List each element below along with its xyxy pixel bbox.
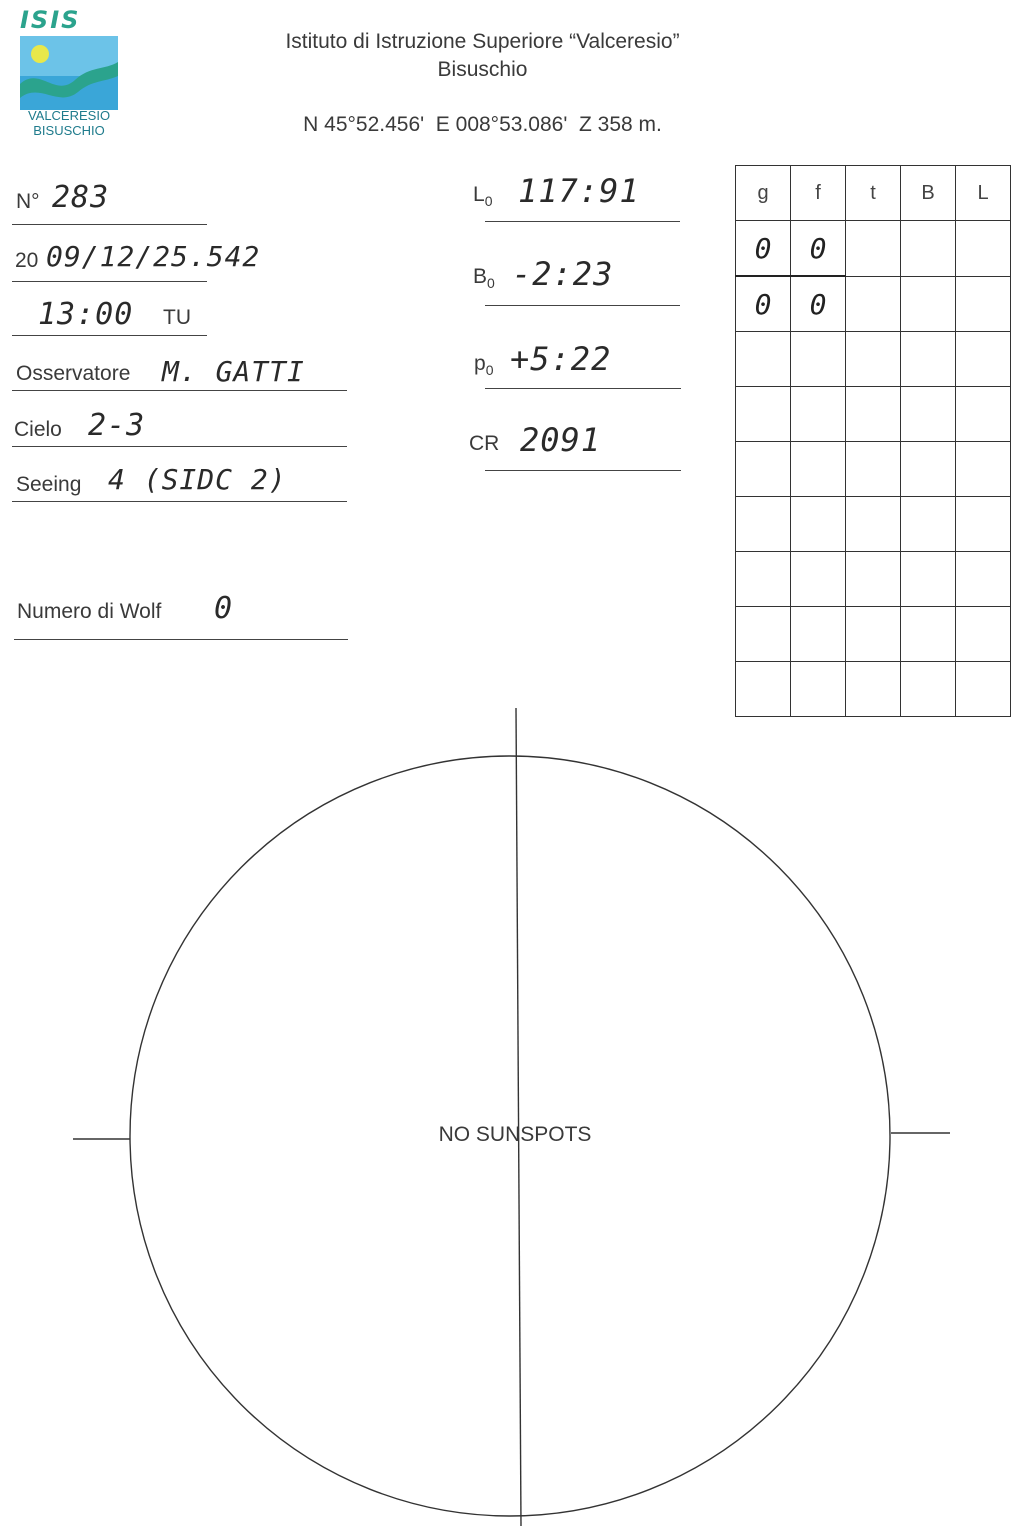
- wolf-label: Numero di Wolf: [17, 600, 162, 623]
- seeing-rule: [12, 501, 347, 502]
- b0-value: -2:23: [512, 255, 614, 293]
- table-cell: 0: [791, 276, 846, 332]
- table-cell: [956, 442, 1011, 497]
- time-rule: [12, 335, 207, 336]
- cr-label: CR: [469, 432, 500, 455]
- l0-letter: L: [473, 183, 485, 206]
- cr-rule: [485, 470, 681, 471]
- p0-rule: [485, 388, 681, 389]
- header-f: f: [791, 166, 846, 221]
- l0-value: 117:91: [518, 172, 640, 210]
- header-g: g: [736, 166, 791, 221]
- site-coordinates: N 45°52.456' E 008°53.086' Z 358 m.: [303, 113, 662, 136]
- observer-value: M. GATTI: [162, 355, 305, 388]
- number-value: 283: [52, 180, 110, 215]
- table-cell: [736, 442, 791, 497]
- seeing-label: Seeing: [16, 473, 82, 496]
- disk-caption: NO SUNSPOTS: [438, 1123, 592, 1146]
- table-cell: [736, 332, 791, 387]
- table-cell: [901, 607, 956, 662]
- table-cell: [901, 276, 956, 332]
- table-cell: 0: [791, 221, 846, 277]
- l0-sub: 0: [484, 193, 493, 210]
- b0-rule: [485, 305, 680, 306]
- sky-rule: [12, 446, 347, 447]
- table-cell: [956, 276, 1011, 332]
- table-cell: [846, 332, 901, 387]
- table-cell: [956, 607, 1011, 662]
- table-cell: [956, 387, 1011, 442]
- table-row: [736, 607, 1011, 662]
- p0-value: +5:22: [510, 340, 612, 378]
- table-cell: [846, 497, 901, 552]
- table-cell: [846, 442, 901, 497]
- table-cell: [901, 387, 956, 442]
- solar-disk-drawing: [0, 700, 1024, 1529]
- table-row: [736, 497, 1011, 552]
- wolf-value: 0: [214, 591, 234, 626]
- header-l: L: [956, 166, 1011, 221]
- table-cell: [736, 497, 791, 552]
- north-south-axis: [516, 708, 521, 1526]
- wolf-rule: [14, 639, 348, 640]
- number-rule: [12, 224, 207, 225]
- table-cell: [736, 387, 791, 442]
- table-cell: [901, 442, 956, 497]
- b0-label: [473, 265, 495, 291]
- table-row: [736, 442, 1011, 497]
- table-cell: [846, 221, 901, 277]
- table-cell: [791, 552, 846, 607]
- sky-value: 2-3: [88, 408, 146, 443]
- table-cell: [956, 332, 1011, 387]
- institute-logo: [14, 6, 124, 138]
- logo-line-2: BISUSCHIO: [33, 123, 105, 138]
- header-t: t: [846, 166, 901, 221]
- table-row: [736, 332, 1011, 387]
- p0-label: [474, 352, 493, 378]
- l0-rule: [485, 221, 680, 222]
- b0-letter: B: [473, 265, 488, 288]
- date-prefix: 20: [15, 249, 39, 272]
- p0-letter: p: [474, 352, 486, 375]
- table-cell: [846, 607, 901, 662]
- time-suffix: TU: [163, 306, 191, 329]
- header-b: B: [901, 166, 956, 221]
- table-cell: [901, 497, 956, 552]
- p0-sub: 0: [485, 362, 494, 379]
- table-cell: [791, 607, 846, 662]
- institute-town: Bisuschio: [437, 58, 528, 81]
- sky-label: Cielo: [14, 418, 62, 441]
- time-value: 13:00: [38, 297, 134, 332]
- date-value: 09/12/25.542: [46, 240, 261, 273]
- table-header-row: [736, 166, 1011, 221]
- table-cell: [791, 332, 846, 387]
- table-cell: [791, 387, 846, 442]
- logo-emblem-icon: [20, 36, 118, 110]
- cr-value: 2091: [520, 421, 602, 459]
- table-cell: [901, 552, 956, 607]
- institute-name: Istituto di Istruzione Superiore “Valceresio”: [285, 30, 680, 53]
- table-row: [736, 276, 1011, 332]
- logo-brand: ISIS: [20, 6, 81, 34]
- table-cell: [791, 442, 846, 497]
- number-label: N°: [16, 190, 40, 213]
- table-cell: [956, 552, 1011, 607]
- table-cell: [736, 607, 791, 662]
- table-cell: 0: [736, 221, 791, 277]
- table-cell: [956, 497, 1011, 552]
- logo-line-1: VALCERESIO: [27, 108, 111, 123]
- table-cell: [901, 221, 956, 277]
- table-row: [736, 552, 1011, 607]
- table-cell: 0: [736, 276, 791, 332]
- b0-sub: 0: [487, 275, 495, 292]
- observer-rule: [12, 390, 347, 391]
- table-row: [736, 387, 1011, 442]
- l0-label: [473, 183, 492, 209]
- observer-label: Osservatore: [16, 362, 131, 385]
- table-cell: [956, 221, 1011, 277]
- table-cell: [846, 552, 901, 607]
- date-rule: [12, 281, 207, 282]
- table-cell: [736, 552, 791, 607]
- table-cell: [846, 387, 901, 442]
- table-row: [736, 221, 1011, 277]
- table-cell: [846, 276, 901, 332]
- table-cell: [901, 332, 956, 387]
- table-cell: [791, 497, 846, 552]
- sunspot-count-table: [735, 165, 1011, 717]
- seeing-value: 4 (SIDC 2): [108, 463, 287, 496]
